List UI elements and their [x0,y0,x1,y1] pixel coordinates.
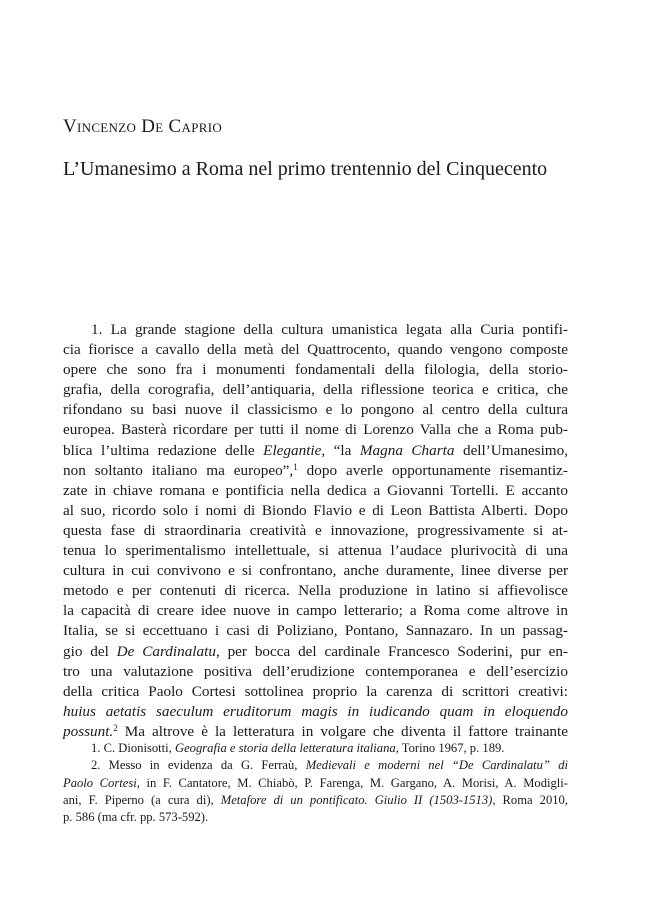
footnote-2-line: p. 586 (ma cfr. pp. 573-592). [63,810,209,825]
cited-title: Medievali e moderni nel “De Cardinalatu” di [305,758,569,773]
latin-quote-end: possunt. [63,722,114,740]
text-run: , in F. Cantatore, M. Chiabò, P. Farenga, M. Gargano, A. Morisi, A. Modigli- [136,775,568,790]
text-run: dopo averle opportunamente risemantiz- [297,461,568,479]
body-line: opere che sono fra i monumenti fondamentali della filologia, della storio- [63,361,568,379]
text-run: dell’Umanesimo, [454,441,568,459]
text-run: 1. C. Dionisotti, [91,741,175,755]
body-line [63,461,568,481]
latin-quote-line: huius aetatis saeculum eruditorum magis in iudicando quam in eloquendo [63,702,568,720]
body-line: tro una valutazione positiva dell’erudizione contemporanea e dell’esercizio [63,662,568,680]
text-run: blica l’ultima redazione delle [63,441,264,459]
text-run: , per bocca del cardinale Francesco Soderini, pur en- [215,642,568,660]
body-line: Italia, se si eccettuano i casi di Poliziano, Pontano, Sannazaro. In un passag- [63,622,568,640]
body-line [63,642,568,662]
chapter-title: L’Umanesimo a Roma nel primo trentennio del Cinquecento [63,158,548,180]
body-line: cia fiorisce a cavallo della metà del Quattrocento, quando vengono composte [63,341,568,359]
work-title-magna-charta: Magna Charta [359,441,455,459]
body-text [63,320,568,742]
footnote-2-line [63,792,568,809]
body-line: della critica Paolo Cortesi sottolinea proprio la carenza di scrittori creativi: [63,682,568,700]
body-line: zate in chiave romana e pontificia nella dedica a Giovanni Tortelli. E accanto [63,481,568,499]
body-line [63,441,568,461]
footnote-ref-2[interactable]: 2 [113,722,118,733]
author-name: Vincenzo De Caprio [63,116,223,137]
footnote-ref-1[interactable]: 1 [293,461,298,472]
text-run: non soltanto italiano ma europeo”, [63,461,294,479]
text-run: ani, F. Piperno (a cura di), [63,792,221,807]
body-line: questa fase di straordinaria creatività e innovazione, progressivamente si at- [63,521,568,539]
body-line: europea. Basterà ricordare per tutti il nome di Lorenzo Valla che a Roma pub- [63,421,568,439]
body-line: la capacità di creare idee nuove in campo letterario; a Roma come altrove in [63,602,568,620]
body-line: rifondano su basi nuove il classicismo e lo pongono al centro della cultura [63,401,568,419]
footnote-2-line [63,775,568,792]
text-run: , Roma 2010, [492,792,568,807]
footnotes [63,740,568,826]
footnote-2-line [63,757,568,774]
text-run: , Torino 1967, p. 189. [395,741,505,755]
body-line: metodo e per contenuti di ricerca. Nella produzione in latino si affievolisce [63,582,568,600]
body-line: tenua lo sperimentalismo intellettuale, si attenua l’audace plurivocità di una [63,542,568,560]
text-run: 2. Messo in evidenza da G. Ferraù, [91,758,306,773]
footnote-1 [63,740,568,757]
cited-title: Paolo Cortesi [63,775,137,790]
text-run: Ma altrove è la letteratura in volgare che diventa il fattore trainante [117,722,568,740]
body-line: al suo, ricordo solo i nomi di Biondo Flavio e di Leon Battista Alberti. Dopo [63,501,568,519]
cited-title: Geografia e storia della letteratura italiana [174,741,396,755]
cited-title: Metafore di un pontificato. Giulio II (1503-1513) [220,792,493,807]
text-run: , “la [321,441,360,459]
work-title-elegantie: Elegantie [263,441,322,459]
body-line [63,722,568,742]
body-line: grafia, della corografia, dell’antiquaria, della riflessione teorica e critica, che [63,381,568,399]
text-run: gio del [63,642,117,660]
work-title-de-cardinalatu: De Cardinalatu [116,642,216,660]
body-line: cultura in cui convivono e si confrontano, anche duramente, linee diverse per [63,562,568,580]
body-line: 1. La grande stagione della cultura umanistica legata alla Curia pontifi- [91,321,568,338]
